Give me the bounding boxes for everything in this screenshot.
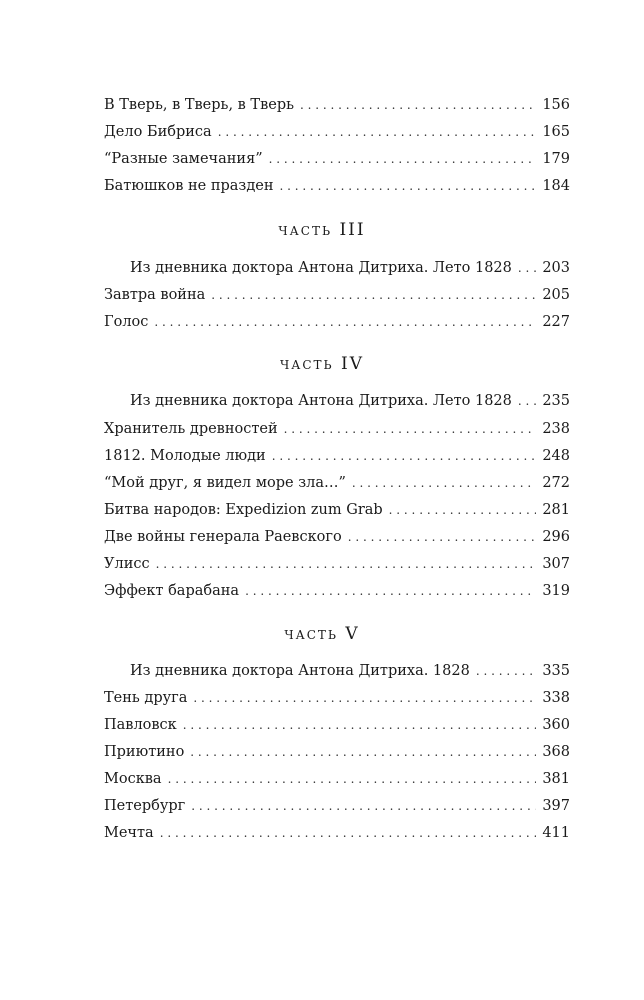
dot-leader — [280, 175, 537, 197]
dot-leader — [245, 580, 536, 602]
dot-leader — [389, 499, 537, 521]
toc-entry-title: Из дневника доктора Антона Дитриха. Лето 1828 — [130, 393, 512, 409]
toc-entry — [104, 472, 570, 494]
toc-entry-title: Хранитель древностей — [104, 421, 278, 437]
toc-entry-title: 1812. Молодые люди — [104, 448, 266, 464]
dot-leader — [193, 687, 536, 709]
dot-leader — [191, 795, 536, 817]
toc-entry-page: 238 — [542, 421, 570, 437]
toc-entry-title: Из дневника доктора Антона Дитриха. 1828 — [130, 663, 470, 679]
toc-entry — [104, 741, 570, 763]
toc-entry-page: 227 — [542, 314, 570, 330]
toc-entry — [104, 580, 570, 602]
toc-entry-title: Из дневника доктора Антона Дитриха. Лето 1828 — [130, 260, 512, 276]
toc-entry-title: Эффект барабана — [104, 583, 240, 599]
dot-leader — [284, 418, 537, 440]
toc-entry-page: 248 — [542, 448, 570, 464]
toc-entry-title: Батюшков не празден — [104, 178, 274, 194]
toc-entry — [104, 94, 570, 116]
toc-entry-page: 281 — [542, 502, 570, 518]
dot-leader — [160, 822, 537, 844]
toc-entry-page: 338 — [542, 690, 570, 706]
toc-entry-page: 368 — [542, 744, 570, 760]
toc-entry — [104, 311, 570, 333]
dot-leader — [218, 121, 537, 143]
toc-entry-page: 272 — [542, 475, 570, 491]
toc-entry-page: 165 — [542, 124, 570, 140]
dot-leader — [183, 714, 537, 736]
toc-entry-page: 411 — [542, 825, 570, 841]
dot-leader — [272, 445, 537, 467]
toc-entry-page: 179 — [542, 151, 570, 167]
dot-leader — [352, 472, 536, 494]
toc-entry — [104, 284, 570, 306]
dot-leader — [518, 257, 536, 279]
toc-entry-page: 319 — [542, 583, 570, 599]
toc-entry — [104, 499, 570, 521]
toc-entry — [130, 660, 570, 682]
dot-leader — [269, 148, 537, 170]
toc-entry-title: Павловск — [104, 717, 177, 733]
toc-entry-page: 397 — [542, 798, 570, 814]
toc-entry-page: 296 — [542, 529, 570, 545]
toc-entry — [104, 148, 570, 170]
toc-entry — [104, 687, 570, 709]
toc-entry-page: 205 — [542, 287, 570, 303]
toc-entry — [104, 175, 570, 197]
toc-entry-page: 156 — [542, 97, 570, 113]
toc-entry-title: Завтра война — [104, 287, 206, 303]
toc-entry-page: 235 — [542, 393, 570, 409]
toc-entry-title: “Разные замечания” — [104, 151, 263, 167]
toc-entry-title: Две войны генерала Раевского — [104, 529, 342, 545]
toc-entry-page: 203 — [542, 260, 570, 276]
toc-entry-title: Тень друга — [104, 690, 188, 706]
dot-leader — [168, 768, 537, 790]
toc-entry — [104, 553, 570, 575]
toc-entry — [104, 768, 570, 790]
toc-entry-page: 184 — [542, 178, 570, 194]
toc-entry-title: Петербург — [104, 798, 186, 814]
toc-entry — [104, 822, 570, 844]
part-heading: часть III — [278, 220, 366, 240]
toc-entry-title: Приютино — [104, 744, 185, 760]
dot-leader — [154, 311, 536, 333]
part-heading: часть V — [284, 624, 360, 644]
toc-entry — [104, 795, 570, 817]
toc-entry — [104, 418, 570, 440]
toc-entry — [104, 714, 570, 736]
dot-leader — [518, 390, 536, 412]
toc-entry-title: “Мой друг, я видел море зла…” — [104, 475, 346, 491]
toc-entry-title: Голос — [104, 314, 149, 330]
dot-leader — [211, 284, 536, 306]
toc-entry — [130, 257, 570, 279]
toc-entry-title: Битва народов: Expedizion zum Grab — [104, 502, 383, 518]
dot-leader — [190, 741, 536, 763]
toc-entry — [104, 526, 570, 548]
toc-entry-title: В Тверь, в Тверь, в Тверь — [104, 97, 295, 113]
dot-leader — [156, 553, 537, 575]
part-heading: часть IV — [279, 354, 365, 374]
dot-leader — [348, 526, 537, 548]
toc-entry — [104, 445, 570, 467]
toc-entry-title: Улисс — [104, 556, 150, 572]
toc-entry-title: Москва — [104, 771, 162, 787]
dot-leader — [300, 94, 536, 116]
toc-entry-title: Мечта — [104, 825, 154, 841]
toc-entry-title: Дело Бибриса — [104, 124, 212, 140]
toc-entry — [130, 390, 570, 412]
toc-entry — [104, 121, 570, 143]
toc-entry-page: 360 — [542, 717, 570, 733]
toc-entry-page: 335 — [542, 663, 570, 679]
toc-entry-page: 381 — [542, 771, 570, 787]
toc-entry-page: 307 — [542, 556, 570, 572]
dot-leader — [476, 660, 536, 682]
